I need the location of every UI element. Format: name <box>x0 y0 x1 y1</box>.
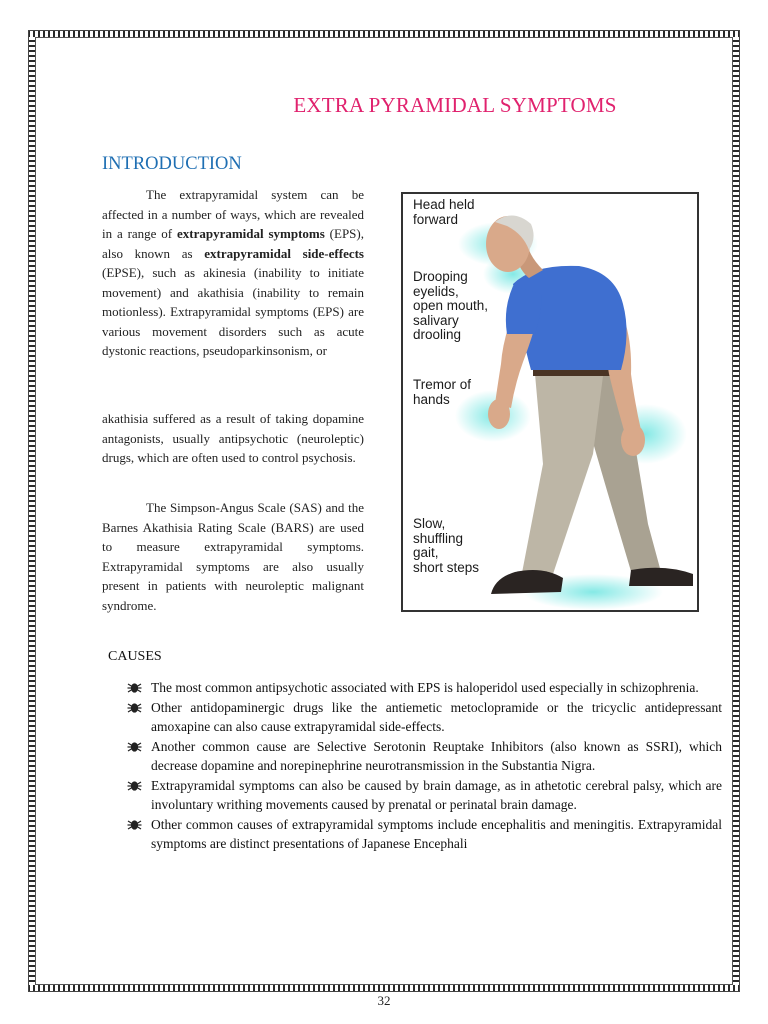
cause-text: The most common antipsychotic associated with EPS is haloperidol used especially in schizophrenia. <box>151 680 699 695</box>
cause-text: Another common cause are Selective Serotonin Reuptake Inhibitors (also known as SSRI), which decrease dopamine and norepinephrine neurotransmission in the Substantia Nigra. <box>151 738 722 773</box>
front-leg <box>521 374 603 578</box>
eps-illustration <box>401 192 699 612</box>
introduction-heading: INTRODUCTION <box>102 154 242 174</box>
intro-paragraph-1 <box>102 185 364 361</box>
bug-bullet-icon <box>127 779 142 793</box>
intro-paragraph-2 <box>102 409 364 468</box>
list-item <box>127 678 722 698</box>
list-item <box>127 737 722 776</box>
front-hand <box>488 399 510 429</box>
intro-text-a: The extrapyramidal system can be affected in a number of ways, which are revealed in a range of <box>102 187 364 241</box>
intro-bold-eps: extrapyramidal symptoms <box>176 226 325 241</box>
front-sleeve <box>506 286 542 334</box>
back-hand <box>621 424 645 456</box>
intro-text-c: (EPS), also known as <box>102 226 364 261</box>
intro-paragraph-3-text: The Simpson-Angus Scale (SAS) and the Barnes Akathisia Rating Scale (BARS) are used to measure extrapyramidal symptoms. Extrapyramidal symptoms are also usually present in patients with neuroleptic malignant syndrome. <box>102 500 364 613</box>
label-drooping-eyelids: Drooping eyelids, open mouth, salivary drooling <box>413 269 489 342</box>
bug-bullet-icon <box>127 681 142 695</box>
bug-bullet-icon <box>127 818 142 832</box>
label-shuffling-gait: Slow, shuffling gait, short steps <box>413 516 480 575</box>
label-tremor-of-hands: Tremor of hands <box>413 377 472 407</box>
intro-bold-epse: extrapyramidal side-effects <box>204 245 364 261</box>
causes-list <box>127 678 722 854</box>
label-head-forward: Head held forward <box>413 197 475 227</box>
bug-bullet-icon <box>127 701 142 715</box>
cause-text: Extrapyramidal symptoms can also be caused by brain damage, as in athetotic cerebral palsy, which are involuntary writhing movements caused by prenatal or perinatal brain damage. <box>151 777 722 812</box>
intro-text-d: (EPSE), such as akinesia (inability to initiate movement) and akathisia (inability to remain motionless). Extrapyramidal symptoms (EPS) are various movement disorders such as acute dystonic reactions, pseudoparkinsonism, or <box>102 265 364 358</box>
list-item <box>127 815 722 854</box>
intro-paragraph-2-text: akathisia suffered as a result of taking dopamine antagonists, usually antipsychotic (neuroleptic) drugs, which are often used to control psychosis. <box>102 411 364 465</box>
back-shoe <box>629 568 693 586</box>
cause-text: Other common causes of extrapyramidal symptoms include encephalitis and meningitis. Extrapyramidal symptoms are distinct presentations of Japanese Encephali <box>151 816 722 851</box>
list-item <box>127 776 722 815</box>
causes-heading: CAUSES <box>108 649 162 664</box>
list-item <box>127 698 722 737</box>
page-title: EXTRA PYRAMIDAL SYMPTOMS <box>293 93 617 117</box>
cause-text: Other antidopaminergic drugs like the antiemetic metoclopramide or the tricyclic antidepressant amoxapine can also cause extrapyramidal side-effects. <box>151 699 722 734</box>
front-shoe <box>491 570 563 594</box>
intro-paragraph-3 <box>102 498 364 615</box>
bug-bullet-icon <box>127 740 142 754</box>
page-number: 32 <box>377 993 391 1008</box>
